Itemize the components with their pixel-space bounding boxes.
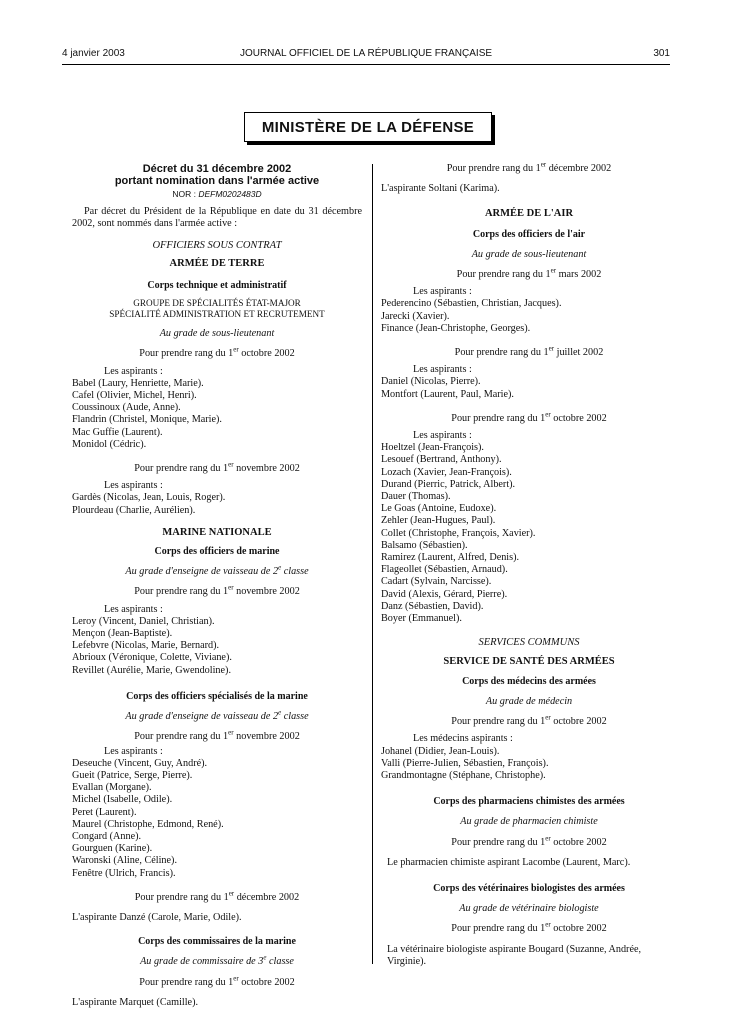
corps-pharmaciens: Corps des pharmaciens chimistes des armées: [433, 796, 625, 808]
nor-reference: [72, 188, 362, 200]
right-column: [381, 160, 677, 968]
left-column: [72, 163, 362, 1009]
rank-text: Pour prendre rang du 1: [456, 269, 551, 281]
list-item: Durand (Pierric, Patrick, Albert).: [381, 478, 516, 490]
header-page-number: 301: [653, 48, 670, 59]
decree-title-line-1: Décret du 31 décembre 2002: [142, 163, 292, 175]
list-item: Leroy (Vincent, Daniel, Christian).: [72, 615, 215, 627]
list-item: Flandrin (Christel, Monique, Marie).: [72, 414, 222, 426]
section-marine: MARINE NATIONALE: [162, 526, 272, 538]
list-item: Dauer (Thomas).: [381, 491, 451, 503]
aspirants-label: Les aspirants :: [413, 430, 472, 442]
rank-text: Pour prendre rang du 1: [451, 716, 546, 728]
rank-sup: er: [233, 346, 239, 355]
list-item: Congard (Anne).: [72, 830, 142, 842]
list-item: Cadart (Sylvain, Narcisse).: [381, 576, 492, 588]
grade-sup: e: [278, 563, 282, 572]
list-item: Flageollet (Sébastien, Arnaud).: [381, 564, 508, 576]
corps-medecins: Corps des médecins des armées: [462, 675, 596, 687]
list-item: Hoeltzel (Jean-François).: [381, 442, 484, 454]
names-list: [381, 376, 677, 400]
section-officers-contract: OFFICIERS SOUS CONTRAT: [152, 239, 282, 251]
list-item: Jarecki (Xavier).: [381, 310, 450, 322]
column-divider: [372, 164, 373, 964]
list-item: Lozach (Xavier, Jean-François).: [381, 466, 512, 478]
corps-officiers-marine: Corps des officiers de marine: [154, 546, 280, 558]
rank-sup: er: [545, 834, 551, 843]
rank-text: Pour prendre rang du 1: [454, 347, 549, 359]
rank-text: décembre 2002: [546, 163, 612, 174]
rank-text: octobre 2002: [238, 348, 295, 360]
corps-commissaires: Corps des commissaires de la marine: [138, 936, 296, 948]
aspirants-label: Les aspirants :: [413, 364, 472, 376]
rank-text: novembre 2002: [233, 463, 300, 475]
grade-enseigne: [72, 708, 362, 723]
list-item: Babel (Laury, Henriette, Marie).: [72, 377, 204, 389]
grade-text: Au grade d'enseigne de vaisseau de 2: [125, 711, 279, 723]
section-service-sante: SERVICE DE SANTÉ DES ARMÉES: [443, 655, 615, 667]
group-line-2: SPÉCIALITÉ ADMINISTRATION ET RECRUTEMENT: [109, 309, 325, 320]
rank-text: Pour prendre rang du 1: [139, 348, 234, 360]
rank-text: octobre 2002: [550, 716, 607, 728]
rank-text: juillet 2002: [554, 347, 604, 359]
rank-sup: er: [540, 160, 547, 169]
single-appointment: L'aspirante Marquet (Camille).: [72, 996, 199, 1008]
section-services-communs: SERVICES COMMUNS: [478, 637, 580, 649]
section-army: ARMÉE DE TERRE: [169, 257, 265, 269]
list-item: Plourdeau (Charlie, Aurélien).: [72, 504, 196, 516]
list-item: Gueit (Patrice, Serge, Pierre).: [72, 769, 193, 781]
rank-sup: er: [545, 713, 551, 722]
rank-sup: er: [228, 889, 235, 898]
grade-pharmacien: Au grade de pharmacien chimiste: [460, 816, 598, 828]
list-item: Revillet (Aurélie, Marie, Gwendoline).: [72, 664, 231, 676]
rank-text: décembre 2002: [234, 891, 300, 903]
rank-line: [72, 348, 362, 360]
rank-text: octobre 2002: [238, 976, 295, 988]
rank-sup: er: [233, 974, 239, 983]
list-item: Deseuche (Vincent, Guy, André).: [72, 757, 208, 769]
list-item: Danz (Sébastien, David).: [381, 600, 484, 612]
names-list: [381, 442, 677, 625]
rank-text: octobre 2002: [550, 836, 607, 848]
list-item: Montfort (Laurent, Paul, Marie).: [381, 388, 514, 400]
rank-line: [72, 728, 362, 743]
nor-label: NOR :: [172, 189, 196, 199]
list-item: Mençon (Jean-Baptiste).: [72, 628, 173, 640]
list-item: Balsamo (Sébastien).: [381, 539, 468, 551]
rank-sup: er: [228, 460, 234, 469]
header-rule: [62, 64, 670, 65]
rank-sup: er: [545, 920, 551, 929]
names-list: [381, 746, 677, 783]
list-item: Abrioux (Véronique, Colette, Viviane).: [72, 652, 232, 664]
grade-commissaire: [72, 953, 362, 968]
rank-text: Pour prendre rang du 1: [139, 976, 234, 988]
list-item: Coussinoux (Aude, Anne).: [72, 402, 181, 414]
rank-text: novembre 2002: [233, 731, 300, 743]
list-item: Monidol (Cédric).: [72, 438, 147, 450]
grade-text: classe: [281, 566, 309, 578]
rank-text: novembre 2002: [233, 586, 300, 598]
corps-officiers-air: Corps des officiers de l'air: [472, 228, 586, 240]
list-item: Collet (Christophe, François, Xavier).: [381, 527, 536, 539]
list-item: Evallan (Morgane).: [72, 782, 152, 794]
rank-text: octobre 2002: [550, 412, 607, 424]
rank-sup: er: [545, 410, 551, 419]
list-item: Ramirez (Laurent, Alfred, Denis).: [381, 552, 520, 564]
rank-line: [72, 889, 362, 904]
list-item: Le Goas (Antoine, Eudoxe).: [381, 503, 497, 515]
rank-text: Pour prendre rang du 1: [451, 923, 546, 935]
grade-text: Au grade de commissaire de 3: [140, 956, 264, 968]
medecins-label: Les médecins aspirants :: [413, 733, 513, 745]
grade-sup: e: [263, 953, 267, 962]
list-item: Gourguen (Karine).: [72, 843, 153, 855]
grade-sup: e: [278, 708, 282, 717]
list-item: Daniel (Nicolas, Pierre).: [381, 376, 481, 388]
names-list: [72, 616, 362, 677]
nor-code: DEFM0202483D: [198, 189, 262, 199]
corps-technique: Corps technique et administratif: [147, 280, 287, 292]
names-list: [381, 298, 677, 335]
aspirants-label: Les aspirants :: [104, 365, 163, 377]
list-item: Valli (Pierre-Julien, Sébastien, François).: [381, 757, 549, 769]
rank-line: [381, 266, 677, 281]
corps-veterinaires: Corps des vétérinaires biologistes des armées: [433, 882, 625, 894]
grade-text: Au grade d'enseigne de vaisseau de 2: [125, 566, 279, 578]
rank-text: Pour prendre rang du 1: [451, 836, 546, 848]
list-item: Johanel (Didier, Jean-Louis).: [381, 745, 500, 757]
decree-title-line-2: portant nomination dans l'armée active: [114, 175, 320, 187]
list-item: Peret (Laurent).: [72, 806, 137, 818]
list-item: Zehler (Jean-Hugues, Paul).: [381, 515, 496, 527]
list-item: Boyer (Emmanuel).: [381, 613, 462, 625]
rank-sup: er: [228, 584, 234, 593]
rank-line: [381, 713, 677, 728]
list-item: Finance (Jean-Christophe, Georges).: [381, 322, 531, 334]
rank-text: mars 2002: [556, 269, 602, 281]
rank-sup: er: [548, 344, 555, 353]
rank-sup: er: [550, 266, 557, 275]
grade-sous-lieutenant: Au grade de sous-lieutenant: [159, 328, 275, 340]
header-journal-title: JOURNAL OFFICIEL DE LA RÉPUBLIQUE FRANÇAISE: [239, 48, 493, 59]
rank-line: [72, 586, 362, 598]
grade-text: classe: [266, 956, 294, 968]
grade-veterinaire: Au grade de vétérinaire biologiste: [459, 903, 599, 915]
list-item: Fenêtre (Ulrich, Francis).: [72, 867, 176, 879]
section-air-force: ARMÉE DE L'AIR: [484, 208, 574, 220]
grade-text: classe: [281, 711, 309, 723]
rank-text: octobre 2002: [550, 923, 607, 935]
list-item: Maurel (Christophe, Edmond, René).: [72, 818, 224, 830]
list-item: David (Alexis, Gérard, Pierre).: [381, 588, 508, 600]
list-item: Mac Guffie (Laurent).: [72, 426, 163, 438]
list-item: Grandmontagne (Stéphane, Christophe).: [381, 769, 546, 781]
rank-text: Pour prendre rang du 1: [451, 412, 546, 424]
single-appointment: Le pharmacien chimiste aspirant Lacombe (Laurent, Marc).: [387, 856, 631, 868]
rank-line: [381, 344, 677, 359]
aspirants-label: Les aspirants :: [413, 286, 472, 298]
rank-line: [72, 974, 362, 989]
names-list: [72, 758, 362, 880]
list-item: Gardès (Nicolas, Jean, Louis, Roger).: [72, 492, 226, 504]
rank-text: Pour prendre rang du 1: [134, 731, 229, 743]
list-item: Michel (Isabelle, Odile).: [72, 794, 173, 806]
grade-medecin: Au grade de médecin: [485, 695, 573, 707]
list-item: Waronski (Aline, Céline).: [72, 855, 177, 867]
aspirants-label: Les aspirants :: [104, 480, 163, 492]
rank-line: [381, 410, 677, 425]
list-item: Lefebvre (Nicolas, Marie, Bernard).: [72, 640, 220, 652]
ministry-title-box: [244, 112, 492, 142]
decree-intro: Par décret du Président de la République en date du 31 décembre 2002, sont nommés dans l'armée active :: [72, 206, 362, 230]
rank-line: [381, 834, 677, 849]
grade-enseigne: [72, 563, 362, 578]
header-date: 4 janvier 2003: [62, 48, 125, 59]
list-item: Cafel (Olivier, Michel, Henri).: [72, 390, 197, 402]
rank-line: [381, 920, 677, 935]
list-item: Pederencino (Sébastien, Christian, Jacques).: [381, 298, 562, 310]
single-appointment: La vétérinaire biologiste aspirante Bougard (Suzanne, Andrée, Virginie).: [387, 943, 642, 967]
single-appointment: L'aspirante Danzé (Carole, Marie, Odile).: [72, 911, 242, 923]
names-list: [72, 492, 362, 516]
group-line-1: GROUPE DE SPÉCIALITÉS ÉTAT-MAJOR: [133, 298, 301, 309]
aspirants-label: Les aspirants :: [104, 603, 163, 615]
grade-sous-lieutenant: Au grade de sous-lieutenant: [471, 248, 587, 260]
single-appointment: L'aspirante Soltani (Karima).: [381, 183, 500, 195]
rank-line: [72, 460, 362, 475]
rank-line: [381, 160, 677, 175]
rank-text: Pour prendre rang du 1: [134, 463, 229, 475]
page-header: [62, 48, 670, 62]
rank-text: Pour prendre rang du 1: [446, 163, 541, 174]
corps-specialises-marine: Corps des officiers spécialisés de la marine: [126, 690, 308, 702]
rank-text: Pour prendre rang du 1: [134, 891, 229, 903]
names-list: [72, 378, 362, 451]
list-item: Lesouef (Bertrand, Anthony).: [381, 454, 502, 466]
ministry-title: MINISTÈRE DE LA DÉFENSE: [261, 118, 475, 136]
rank-sup: er: [228, 728, 234, 737]
aspirants-label: Les aspirants :: [104, 745, 163, 757]
rank-text: Pour prendre rang du 1: [134, 586, 229, 598]
